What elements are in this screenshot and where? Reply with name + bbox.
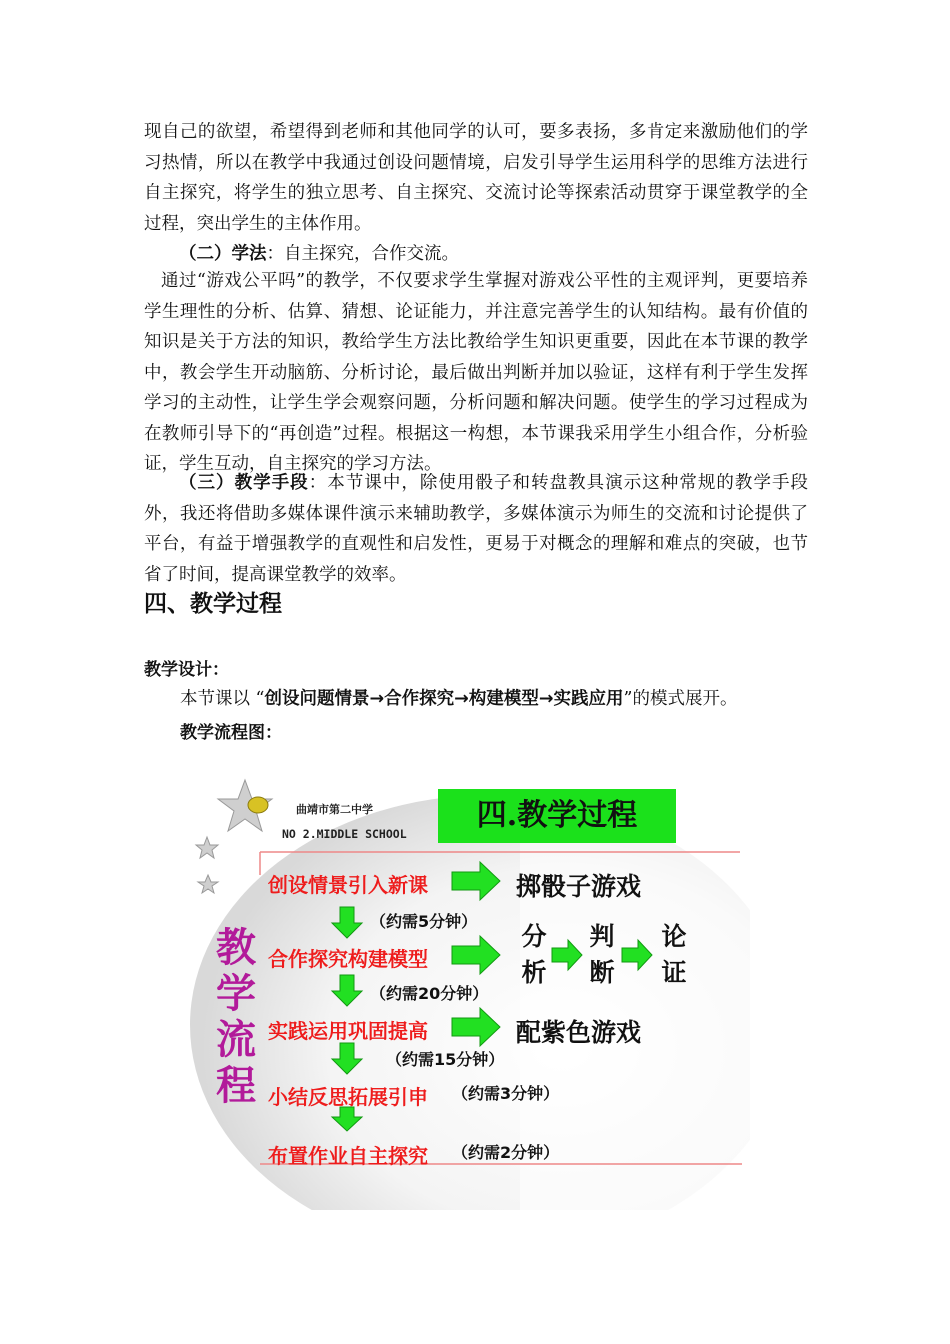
flow-duration-2: （约需20分钟） xyxy=(370,984,489,1003)
study-method-label: （二）学法 xyxy=(179,244,267,264)
flowchart-banner-title: 四.教学过程 xyxy=(438,789,676,843)
design-post-text: ”的模式展开。 xyxy=(623,689,738,709)
teaching-design-sentence xyxy=(180,685,737,710)
flow-activity-judge: 判断 xyxy=(589,922,615,987)
school-name-english: NO 2.MIDDLE SCHOOL xyxy=(282,827,407,841)
school-name-chinese: 曲靖市第二中学 xyxy=(296,803,373,816)
star-icon xyxy=(198,875,218,893)
study-method-text: ：自主探究，合作交流。 xyxy=(266,244,459,264)
teaching-design-label: 教学设计： xyxy=(144,660,229,680)
flowchart-vertical-title: 教学流程 xyxy=(216,924,256,1109)
section-heading-teaching-process: 四、教学过程 xyxy=(144,591,282,617)
flowchart-label: 教学流程图： xyxy=(180,723,282,743)
paragraph-learning-motivation: 现自己的欲望，希望得到老师和其他同学的认可，要多表扬，多肯定来激励他们的学习热情，所以在教学中我通过创设问题情境，启发引导学生运用科学的思维方法进行自主探究，将学生的独立思考、自主探究、交流讨论等探索活动贯穿于课堂教学的全过程，突出学生的主体作用。 xyxy=(144,122,808,234)
flow-activity-purple-game: 配紫色游戏 xyxy=(516,1018,642,1047)
flow-step-2: 合作探究构建模型 xyxy=(268,947,428,971)
flow-duration-4: （约需3分钟） xyxy=(452,1084,560,1103)
flow-step-5: 布置作业自主探究 xyxy=(268,1144,428,1168)
paragraph-study-method xyxy=(144,239,808,270)
star-icon xyxy=(196,837,218,858)
teaching-flowchart xyxy=(190,775,750,1210)
flow-duration-1: （约需5分钟） xyxy=(370,912,478,931)
design-pre-text: 本节课以 “ xyxy=(180,689,265,709)
flow-step-3: 实践运用巩固提高 xyxy=(268,1019,428,1043)
paragraph-teaching-means xyxy=(144,468,808,590)
flow-step-1: 创设情景引入新课 xyxy=(268,873,428,897)
flow-step-4: 小结反思拓展引申 xyxy=(268,1085,428,1109)
flow-activity-analyze: 分析 xyxy=(521,922,547,987)
paragraph-study-method-detail: 通过“游戏公平吗”的教学，不仅要求学生掌握对游戏公平性的主观评判，更要培养学生理性的分析、估算、猜想、论证能力，并注意完善学生的认知结构。最有价值的知识是关于方法的知识，教给学生方法比教给学生知识更重要，因此在本节课的教学中，教会学生开动脑筋、分析讨论，最后做出判断并加以验证，这样有利于学生发挥学习的主动性，让学生学会观察问题，分析问题和解决问题。使学生的学习过程成为在教师引导下的“再创造”过程。根据这一构想，本节课我采用学生小组合作，分析验证，学生互动，自主探究的学习方法。 xyxy=(144,271,808,474)
flow-duration-3: （约需15分钟） xyxy=(386,1050,505,1069)
planet-icon xyxy=(248,797,268,813)
teaching-means-label: （三）教学手段 xyxy=(179,473,309,493)
flow-duration-5: （约需2分钟） xyxy=(452,1143,560,1162)
flow-activity-dice-game: 掷骰子游戏 xyxy=(516,872,642,901)
design-mode-text: 创设问题情景→合作探究→构建模型→实践应用 xyxy=(264,689,624,709)
flow-activity-prove: 论证 xyxy=(661,922,687,987)
teaching-means-text: ：本节课中，除使用骰子和转盘教具演示这种常规的教学手段外，我还将借助多媒体课件演示来辅助教学，多媒体演示为师生的交流和讨论提供了平台，有益于增强教学的直观性和启发性，更易于对概念的理解和难点的突破，也节省了时间，提高课堂教学的效率。 xyxy=(144,473,809,585)
